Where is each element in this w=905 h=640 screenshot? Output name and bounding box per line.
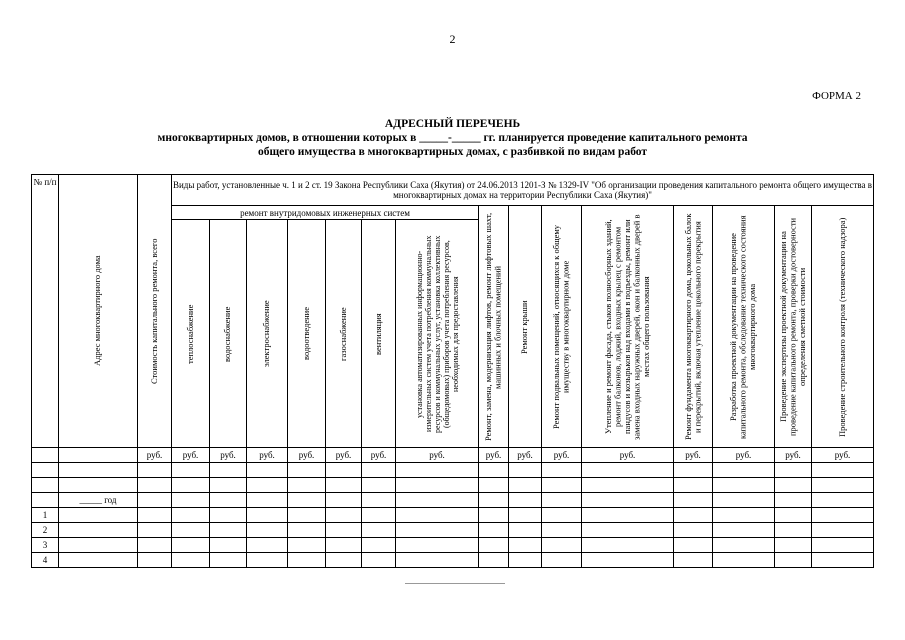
unit-cell: руб. bbox=[509, 448, 542, 463]
footer-divider bbox=[405, 583, 505, 584]
unit-cell: руб. bbox=[582, 448, 674, 463]
col-header-ventilation: вентиляция bbox=[362, 220, 396, 448]
unit-cell: руб. bbox=[713, 448, 775, 463]
col-header-cost: Стоимость капитального ремонта, всего bbox=[138, 175, 172, 448]
table-row bbox=[32, 553, 874, 568]
row-number: 3 bbox=[32, 538, 59, 553]
unit-cell: руб. bbox=[542, 448, 582, 463]
unit-cell: руб. bbox=[326, 448, 362, 463]
unit-cell: руб. bbox=[812, 448, 874, 463]
col-header-number: № п/п bbox=[32, 175, 59, 448]
table-row bbox=[32, 478, 874, 493]
title-line-1: АДРЕСНЫЙ ПЕРЕЧЕНЬ bbox=[384, 118, 521, 130]
works-header: Виды работ, установленные ч. 1 и 2 ст. 19 Закона Республики Саха (Якутия) от 24.06.2013 1201-З № 1329-IV "Об организации проведения капитального ремонта общего имущества в многоквартирных домах на территории Республики Саха (Якутия)" bbox=[172, 175, 874, 206]
unit-row bbox=[32, 448, 874, 463]
col-header-drainage: водоотведение bbox=[288, 220, 326, 448]
table-row bbox=[32, 508, 874, 523]
col-header-gas: газоснабжение bbox=[326, 220, 362, 448]
col-header-metering: установка автоматизированных информационно-измерительных систем учета потребления коммунальных ресурсов и коммунальных услуг, установка коллективных (общедомовых) приборов учета потребления ресурсов, необходимых для предоставления bbox=[396, 220, 479, 448]
unit-cell: руб. bbox=[288, 448, 326, 463]
col-header-water-supply: водоснабжение bbox=[210, 220, 247, 448]
col-header-design-docs: Разработка проектной документации на проведение капитального ремонта, обследование технического состояния многоквартирного дома bbox=[713, 206, 775, 448]
document-title bbox=[0, 117, 905, 159]
title-line-3: общего имущества в многоквартирных домах, с разбивкой по видам работ bbox=[257, 146, 648, 158]
unit-cell: руб. bbox=[396, 448, 479, 463]
unit-cell: руб. bbox=[674, 448, 713, 463]
unit-cell: руб. bbox=[138, 448, 172, 463]
unit-cell: руб. bbox=[479, 448, 509, 463]
year-label: _____ год bbox=[59, 493, 138, 508]
year-row bbox=[32, 493, 874, 508]
unit-cell: руб. bbox=[172, 448, 210, 463]
page-number: 2 bbox=[449, 32, 456, 46]
table-row bbox=[32, 463, 874, 478]
col-header-heating: теплоснабжение bbox=[172, 220, 210, 448]
unit-cell: руб. bbox=[362, 448, 396, 463]
table-row bbox=[32, 538, 874, 553]
unit-cell: руб. bbox=[775, 448, 812, 463]
col-header-address: Адрес многоквартирного дома bbox=[59, 175, 138, 448]
col-header-elevators: Ремонт, замена, модернизация лифтов, ремонт лифтовых шахт, машинных и блочных помещений bbox=[479, 206, 509, 448]
row-number: 2 bbox=[32, 523, 59, 538]
address-list-table bbox=[31, 174, 874, 568]
col-header-foundation: Ремонт фундамента многоквартирного дома, цокольных балок и перекрытий, включая утепление цокольного перекрытия bbox=[674, 206, 713, 448]
col-header-electricity: электроснабжение bbox=[247, 220, 288, 448]
form-label: ФОРМА 2 bbox=[812, 90, 861, 102]
table-row bbox=[32, 523, 874, 538]
col-header-facade: Утепление и ремонт фасада, стыков полносборных зданий, ремонт балконов, лоджий, входных крылец с ремонтом пандусов и козырьков над входами в подъезды, ремонт или замена входных наружных дверей, окон и балконных дверей в местах общего пользования bbox=[582, 206, 674, 448]
unit-cell: руб. bbox=[210, 448, 247, 463]
col-header-supervision: Проведение строительного контроля (технического надзора) bbox=[812, 206, 874, 448]
unit-cell: руб. bbox=[247, 448, 288, 463]
engineering-systems-header: ремонт внутридомовых инженерных систем bbox=[172, 206, 479, 220]
col-header-basement: Ремонт подвальных помещений, относящихся к общему имуществу в многоквартирном доме bbox=[542, 206, 582, 448]
row-number: 4 bbox=[32, 553, 59, 568]
col-header-roof: Ремонт крыши bbox=[509, 206, 542, 448]
col-header-expertise: Проведение экспертизы проектной документации на проведение капитального ремонта, проверки достоверности определения сметной стоимости bbox=[775, 206, 812, 448]
title-line-2: многоквартирных домов, в отношении которых в _____-_____ гг. планируется проведение капитального ремонта bbox=[157, 132, 748, 144]
row-number: 1 bbox=[32, 508, 59, 523]
